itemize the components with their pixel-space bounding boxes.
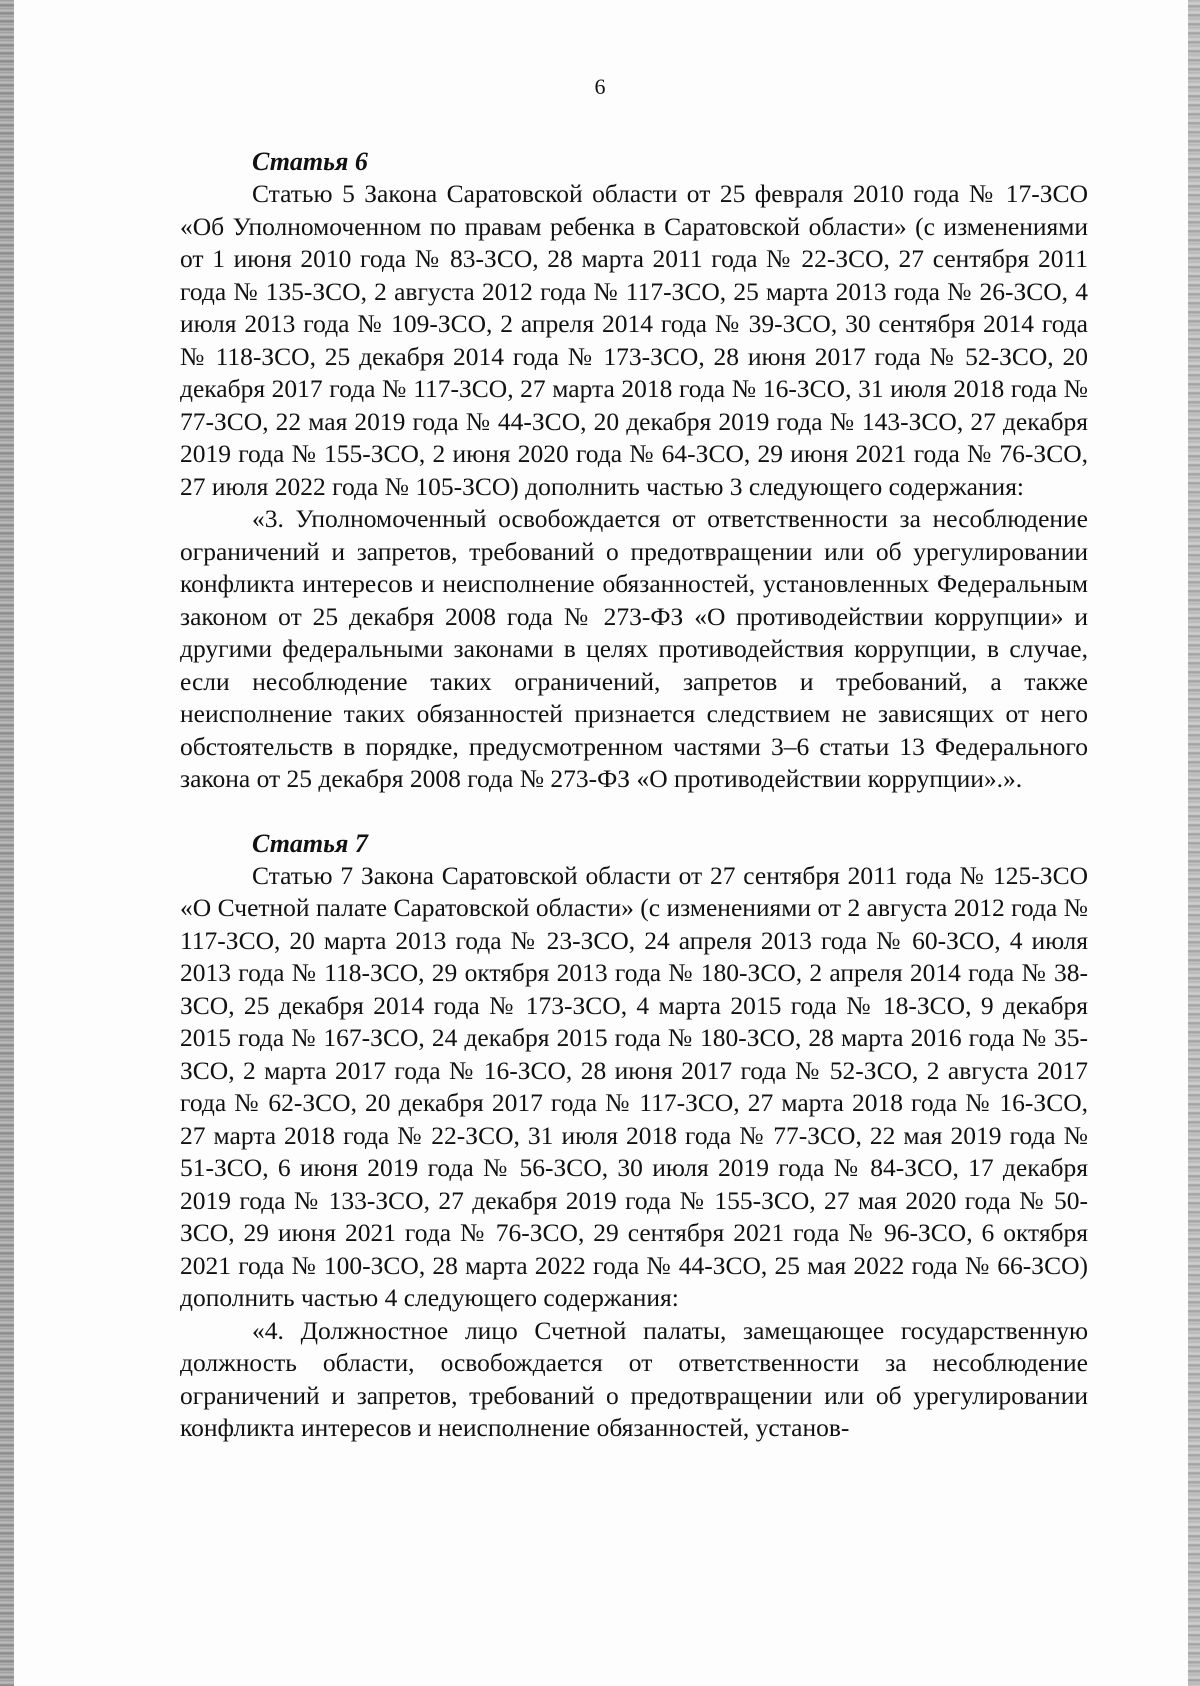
article-6 (180, 146, 1088, 796)
article-paragraph: Статью 7 Закона Саратовской области от 27 сентября 2011 года № 125-ЗСО «О Счетной палате Саратовской области» (с изменениями от 2 августа 2012 года № 117-ЗСО, 20 марта 2013 года № 23-ЗСО, 24 апреля 2013 года № 60-ЗСО, 4 июля 2013 года № 118-ЗСО, 29 октября 2013 года № 180-ЗСО, 2 апреля 2014 года № 38-ЗСО, 25 декабря 2014 года № 173-ЗСО, 4 марта 2015 года № 18-ЗСО, 9 декабря 2015 года № 167-ЗСО, 24 декабря 2015 года № 180-ЗСО, 28 марта 2016 года № 35-ЗСО, 2 марта 2017 года № 16-ЗСО, 28 июня 2017 года № 52-ЗСО, 2 августа 2017 года № 62-ЗСО, 20 декабря 2017 года № 117-ЗСО, 27 марта 2018 года № 16-ЗСО, 27 марта 2018 года № 22-ЗСО, 31 июля 2018 года № 77-ЗСО, 22 мая 2019 года № 51-ЗСО, 6 июня 2019 года № 56-ЗСО, 30 июля 2019 года № 84-ЗСО, 17 декабря 2019 года № 133-ЗСО, 27 декабря 2019 года № 155-ЗСО, 27 мая 2020 года № 50-ЗСО, 29 июня 2021 года № 76-ЗСО, 29 сентября 2021 года № 96-ЗСО, 6 октября 2021 года № 100-ЗСО, 28 марта 2022 года № 44-ЗСО, 25 мая 2022 года № 66-ЗСО) дополнить частью 4 следующего содержания: (180, 860, 1088, 1312)
article-heading: Статья 6 (252, 147, 368, 176)
section-gap (180, 796, 1088, 828)
article-paragraph: «3. Уполномоченный освобождается от ответственности за несоблюдение ограничений и запретов, требований о предотвращении или об урегулировании конфликта интересов и неисполнение обязанностей, установленных Федеральным законом от 25 декабря 2008 года № 273-ФЗ «О противодействии коррупции» и другими федеральными законами в целях противодействия коррупции, в случае, если несоблюдение таких ограничений, запретов и требований, а также неисполнение таких обязанностей признается следствием не зависящих от него обстоятельств в порядке, предусмотренном частями 3–6 статьи 13 Федерального закона от 25 декабря 2008 года № 273-ФЗ «О противодействии коррупции».». (180, 504, 1088, 793)
scan-edge-right (1188, 0, 1200, 1686)
article-paragraph: «4. Должностное лицо Счетной палаты, замещающее государственную должность области, освобождается от ответственности за несоблюдение ограничений и запретов, требований о предотвращении или об урегулировании конфликта интересов и неисполнение обязанностей, установ- (180, 1315, 1088, 1442)
document-body (180, 146, 1088, 1445)
page-number: 6 (594, 74, 606, 99)
scan-edge-left (0, 0, 14, 1686)
article-paragraph: Статью 5 Закона Саратовской области от 25 февраля 2010 года № 17-ЗСО «Об Уполномоченном по правам ребенка в Саратовской области» (с изменениями от 1 июня 2010 года № 83-ЗСО, 28 марта 2011 года № 22-ЗСО, 27 сентября 2011 года № 135-ЗСО, 2 августа 2012 года № 117-ЗСО, 25 марта 2013 года № 26-ЗСО, 4 июля 2013 года № 109-ЗСО, 2 апреля 2014 года № 39-ЗСО, 30 сентября 2014 года № 118-ЗСО, 25 декабря 2014 года № 173-ЗСО, 28 июня 2017 года № 52-ЗСО, 20 декабря 2017 года № 117-ЗСО, 27 марта 2018 года № 16-ЗСО, 31 июля 2018 года № 77-ЗСО, 22 мая 2019 года № 44-ЗСО, 20 декабря 2019 года № 143-ЗСО, 27 декабря 2019 года № 155-ЗСО, 2 июня 2020 года № 64-ЗСО, 29 июня 2021 года № 76-ЗСО, 27 июля 2022 года № 105-ЗСО) дополнить частью 3 следующего содержания: (180, 179, 1088, 501)
article-heading: Статья 7 (252, 828, 368, 858)
article-7 (180, 828, 1088, 1445)
